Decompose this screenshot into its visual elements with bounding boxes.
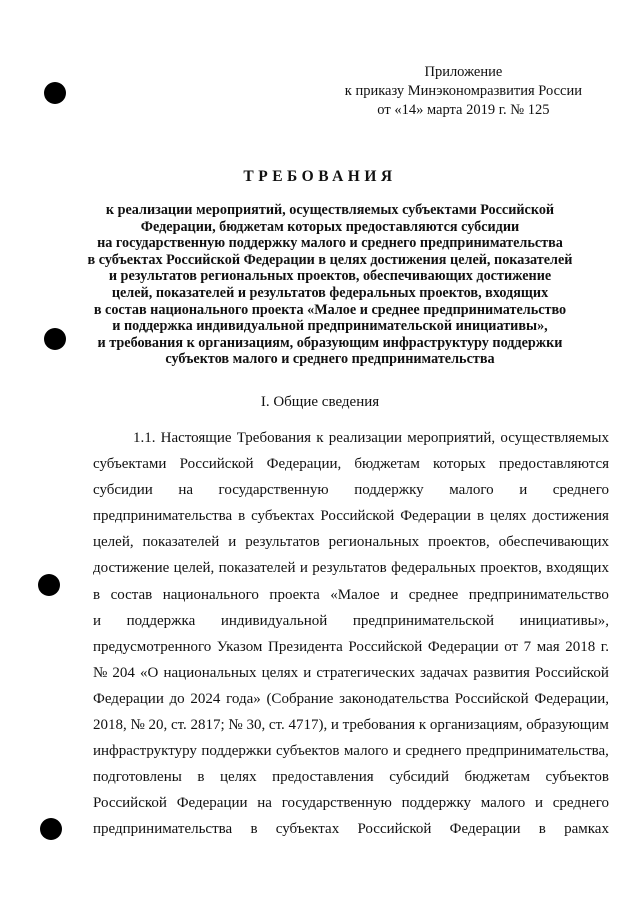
body-word: Настоящие: [160, 430, 232, 446]
body-line: [93, 816, 609, 842]
body-word: бюджетам: [354, 456, 420, 473]
body-word: национальных: [163, 664, 257, 681]
body-word: поддержка: [126, 612, 196, 629]
body-word: «О: [140, 664, 159, 681]
body-word: обеспечивающих: [498, 534, 609, 551]
body-line: [93, 555, 609, 581]
subtitle-line: субъектов малого и среднего предпринимательства: [165, 351, 495, 368]
body-word: Федерации,: [534, 690, 609, 707]
subtitle-line: Федерации, бюджетам которых предоставляются субсидии: [140, 218, 520, 235]
body-word: ст. 4717),: [268, 717, 328, 734]
body-word: субъектами: [93, 456, 167, 473]
body-word: предпринимательства,: [465, 743, 609, 760]
body-word: входящих: [546, 560, 609, 577]
body-line: [93, 790, 609, 816]
body-word: в: [476, 508, 485, 525]
body-word: образующим: [526, 717, 609, 734]
punch-hole-mark: [38, 574, 60, 596]
body-word: среднего: [552, 482, 609, 499]
body-word: (Собрание: [266, 690, 334, 707]
body-word: субъектов: [276, 743, 340, 760]
body-word: Федерации: [449, 821, 521, 838]
body-word: национального: [162, 586, 259, 603]
body-word: года»: [226, 690, 261, 707]
body-word: бюджетам: [464, 769, 530, 786]
appendix-label: Приложение: [424, 64, 503, 80]
body-word: предпринимательства: [93, 508, 233, 525]
body-line: [93, 634, 609, 660]
body-line: [93, 738, 609, 764]
body-word: целей,: [93, 534, 134, 551]
body-word: «Малое: [330, 586, 380, 603]
subtitle-line: целей, показателей и результатов федеральных проектов, входящих: [111, 284, 549, 301]
body-word: показателей: [218, 560, 296, 577]
body-word: стратегических: [316, 664, 416, 681]
body-word: и: [303, 664, 312, 681]
body-word: среднего: [552, 795, 609, 812]
body-word: в: [538, 821, 546, 838]
body-word: малого: [449, 482, 494, 499]
body-word: результатов: [312, 560, 387, 577]
body-word: в: [250, 821, 258, 838]
body-word: развития: [473, 664, 530, 681]
body-word: Российской: [535, 664, 609, 681]
body-word: малого: [480, 795, 526, 812]
body-word: проектов,: [428, 534, 490, 551]
body-word: в: [197, 769, 205, 786]
body-line: [93, 764, 609, 790]
section-heading: I. Общие сведения: [260, 394, 380, 410]
body-word: субсидий: [389, 769, 449, 786]
subtitle-line: в состав национального проекта «Малое и среднее предпринимательство: [93, 301, 567, 318]
body-word: малого: [343, 743, 389, 760]
body-word: 7: [523, 638, 532, 655]
body-word: мероприятий,: [407, 430, 496, 446]
body-word: от: [504, 638, 519, 655]
body-word: результатов: [245, 534, 320, 551]
body-word: предпринимательство: [468, 586, 609, 603]
body-word: 2018,: [93, 717, 127, 734]
body-line: [93, 712, 609, 738]
subtitle-line: к реализации мероприятий, осуществляемых субъектами Российской: [105, 202, 555, 218]
subtitle-line: и результатов региональных проектов, обеспечивающих достижение: [108, 268, 552, 285]
body-word: Российской: [348, 638, 423, 655]
body-word: состав: [110, 586, 153, 603]
body-word: к: [316, 430, 324, 446]
body-word: показателей: [142, 534, 220, 551]
body-word: Российской: [93, 795, 167, 812]
body-word: на: [178, 482, 193, 499]
body-word: субсидии: [93, 482, 153, 499]
body-word: субъектах: [251, 508, 315, 525]
body-word: № 30,: [228, 717, 266, 734]
body-word: среднего: [405, 743, 462, 760]
subtitle-line: на государственную поддержку малого и среднего предпринимательства: [97, 235, 563, 252]
document-subtitle: [60, 202, 600, 368]
body-word: предоставления: [272, 769, 374, 786]
body-word: Российской: [179, 456, 254, 473]
body-word: инициативы»,: [519, 612, 609, 629]
body-word: целях: [489, 508, 527, 525]
body-word: Российской: [357, 821, 432, 838]
body-word: предусмотренного: [93, 638, 212, 655]
body-word: г.: [600, 638, 609, 655]
body-word: индивидуальной: [220, 612, 328, 629]
body-word: Федерации: [176, 795, 248, 812]
body-word: целей,: [173, 560, 215, 577]
body-word: 2018: [565, 638, 596, 655]
body-word: 1.1.: [133, 430, 156, 446]
punch-hole-mark: [40, 818, 62, 840]
body-word: и: [330, 717, 339, 734]
body-word: целях: [220, 769, 257, 786]
body-word: реализации: [328, 430, 403, 446]
body-word: государственную: [281, 795, 392, 812]
body-word: ст. 2817;: [170, 717, 225, 734]
body-word: достижения: [532, 508, 609, 525]
body-word: Федерации: [427, 638, 499, 655]
punch-hole-mark: [44, 82, 66, 104]
body-line: [93, 477, 609, 503]
subtitle-line: и поддержка индивидуальной предпринимательской инициативы»,: [112, 318, 548, 335]
body-word: задачах: [420, 664, 469, 681]
document-title: ТРЕБОВАНИЯ: [243, 168, 397, 185]
body-word: в: [238, 508, 246, 525]
body-word: требования: [342, 717, 416, 734]
body-word: Президента: [267, 638, 343, 655]
body-line: [93, 529, 609, 555]
subtitle-line: и требования к организациям, образующим инфраструктуру поддержки: [97, 334, 563, 351]
body-word: законодательства: [339, 690, 450, 707]
body-word: и: [519, 482, 528, 499]
body-word: до: [169, 690, 185, 707]
body-word: достижение: [93, 560, 170, 577]
body-word: Федерации: [400, 508, 472, 525]
body-word: и: [390, 586, 399, 603]
body-word: №: [93, 664, 108, 681]
body-word: и: [228, 534, 237, 551]
body-word: рамках: [564, 821, 609, 838]
body-word: в: [93, 586, 101, 603]
body-word: Российской: [320, 508, 395, 525]
body-word: Указом: [216, 638, 263, 655]
body-word: Российской: [454, 690, 529, 707]
body-word: мая: [536, 638, 560, 655]
body-word: предоставляются: [498, 456, 609, 473]
body-word: к: [418, 717, 427, 734]
body-word: проекта: [269, 586, 320, 603]
body-word: поддержку: [401, 795, 472, 812]
body-word: организациям,: [429, 717, 523, 734]
body-word: Федерации: [93, 690, 164, 707]
body-word: 2024: [190, 690, 221, 707]
body-word: субъектов: [545, 769, 609, 786]
body-line: [93, 660, 609, 686]
body-word: поддержки: [201, 743, 272, 760]
body-line: [93, 425, 609, 451]
body-line: [93, 686, 609, 712]
body-line: [93, 451, 609, 477]
body-word: государственную: [218, 482, 329, 499]
body-word: Федерации,: [266, 456, 342, 473]
body-paragraph: [93, 425, 609, 843]
body-word: и: [534, 795, 544, 812]
body-word: и: [299, 560, 308, 577]
body-line: [93, 503, 609, 529]
body-line: [93, 582, 609, 608]
body-word: региональных: [328, 534, 420, 551]
body-word: федеральных: [391, 560, 476, 577]
body-word: предпринимательской: [352, 612, 494, 629]
body-word: целях: [261, 664, 299, 681]
order-reference: к приказу Минэкономразвития России: [344, 83, 582, 99]
subtitle-line: в субъектах Российской Федерации в целях достижения целей, показателей: [87, 251, 573, 268]
order-date: от «14» марта 2019 г. № 125: [377, 102, 550, 118]
body-line: [93, 608, 609, 634]
body-word: и: [93, 612, 102, 629]
body-word: проектов,: [480, 560, 542, 577]
body-word: № 20,: [130, 717, 168, 734]
body-word: поддержку: [354, 482, 424, 499]
body-word: 204: [112, 664, 135, 681]
body-word: инфраструктуру: [93, 743, 197, 760]
body-word: субъектах: [275, 821, 340, 838]
body-word: среднее: [408, 586, 459, 603]
body-word: на: [257, 795, 272, 812]
body-word: предпринимательства: [93, 821, 233, 838]
body-word: которых: [432, 456, 486, 473]
body-word: Требования: [236, 430, 312, 446]
body-word: и: [392, 743, 401, 760]
appendix-header: [345, 63, 582, 120]
body-word: осуществляемых: [500, 430, 609, 446]
body-word: подготовлены: [93, 769, 182, 786]
